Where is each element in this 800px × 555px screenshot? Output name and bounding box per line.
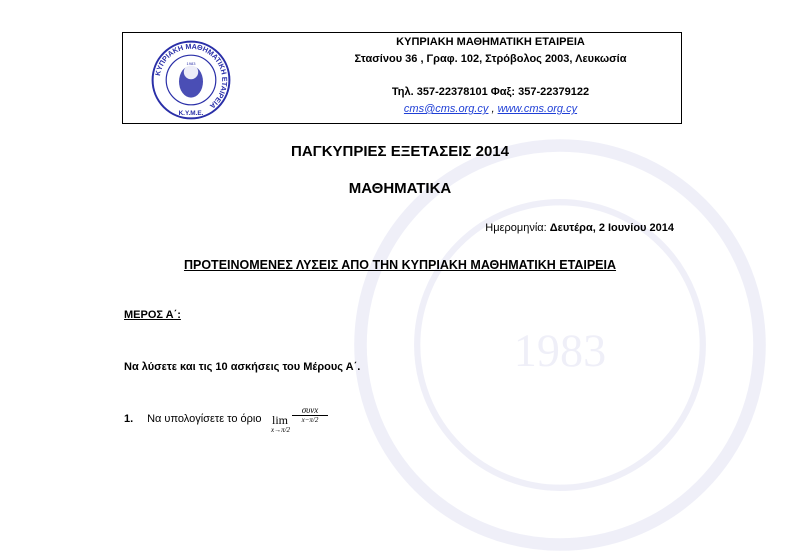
date-label: Ημερομηνία: [485,222,550,234]
solutions-title: ΠΡΟΤΕΙΝΟΜΕΝΕΣ ΛΥΣΕΙΣ ΑΠΟ ΤΗΝ ΚΥΠΡΙΑΚΗ ΜΑΘΗΜΑΤΙΚΗ ΕΤΑΙΡΕΙΑ [183,258,617,272]
limit-expression [272,404,332,444]
organization-name: ΚΥΠΡΙΑΚΗ ΜΑΘΗΜΑΤΙΚΗ ΕΤΑΙΡΕΙΑ [396,36,585,48]
organization-phone-fax: Τηλ. 357-22378101 Φαξ: 357-22379122 [391,86,590,98]
watermark-seal [350,135,770,555]
exam-title: ΠΑΓΚΥΠΡΙΕΣ ΕΞΕΤΑΣΕΙΣ 2014 [291,143,509,160]
organization-contacts [313,103,668,115]
instructions: Να λύσετε και τις 10 ασκήσεις του Μέρους Α΄. [124,361,361,373]
letterhead-box [122,32,682,124]
date-value: Δευτέρα, 2 Ιουνίου 2014 [549,222,674,234]
exam-date [485,222,674,234]
svg-text:ΚΥΠΡΙΑΚΗ ΜΑΘΗΜΑΤΙΚΗ ΕΤΑΙΡΕΙΑ: ΚΥΠΡΙΑΚΗ ΜΑΘΗΜΑΤΙΚΗ ΕΤΑΙΡΕΙΑ [153,41,230,111]
limit-subscript: x→π/2 [271,426,291,434]
contact-separator: , [488,103,498,115]
fraction-denominator: x−π/2 [301,416,319,424]
question-number: 1. [124,413,134,425]
svg-text:1983: 1983 [186,60,196,66]
question-1 [124,413,261,425]
society-logo [151,40,231,120]
limit-fraction [292,405,328,424]
subject-title: ΜΑΘΗΜΑΤΙΚΑ [348,180,452,197]
website-link[interactable]: www.cms.org.cy [497,103,578,115]
part-heading: ΜΕΡΟΣ Α΄: [124,309,181,321]
question-text: Να υπολογίσετε το όριο [147,413,262,425]
limit-operator: lim [272,413,289,427]
email-link[interactable]: cms@cms.org.cy [403,103,489,115]
svg-text:Κ.Υ.Μ.Ε.: Κ.Υ.Μ.Ε. [178,110,204,118]
fraction-numerator: συνx [292,405,328,416]
organization-address: Στασίνου 36 , Γραφ. 102, Στρόβολος 2003, Λευκωσία [354,53,627,65]
svg-text:1983: 1983 [513,325,607,376]
